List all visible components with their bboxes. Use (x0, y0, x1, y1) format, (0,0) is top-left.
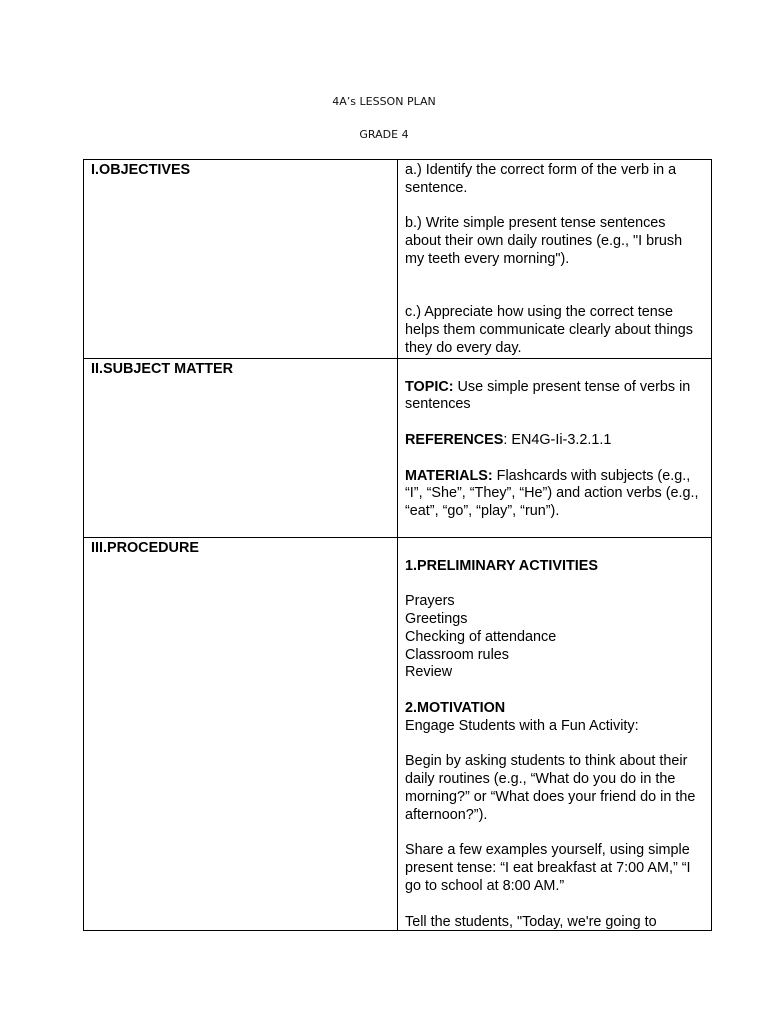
procedure-label: III.PROCEDURE (84, 537, 398, 930)
topic-line (405, 379, 705, 415)
references-label: REFERENCES (405, 431, 504, 448)
motivation-heading: 2.MOTIVATION (405, 699, 506, 716)
references-text: : EN4G-Ii-3.2.1.1 (503, 431, 612, 448)
materials-line (405, 468, 705, 521)
subject-matter-label: II.SUBJECT MATTER (84, 358, 398, 537)
preliminary-heading: 1.PRELIMINARY ACTIVITIES (405, 557, 598, 574)
topic-label: TOPIC: (405, 378, 454, 395)
objective-b: b.) Write simple present tense sentences about their own daily routines (e.g., "I brush my teeth every morning"). (405, 215, 683, 267)
topic-text: Use simple present tense of verbs in sentences (405, 378, 691, 413)
objectives-label: I.OBJECTIVES (84, 160, 398, 359)
preliminary-item: Prayers (405, 593, 455, 610)
objectives-content (398, 160, 712, 359)
motivation-paragraph-1: Begin by asking students to think about their daily routines (e.g., “What do you do in the morning?” or “What does your friend do in the afternoon?”). (405, 753, 696, 823)
grade-label: GRADE 4 (359, 128, 409, 141)
preliminary-item: Greetings (405, 610, 468, 627)
motivation-subheading: Engage Students with a Fun Activity: (405, 717, 639, 734)
materials-text: Flashcards with subjects (e.g., “I”, “She”, “They”, “He”) and action verbs (e.g., “eat”, “go”, “play”, “run”). (405, 467, 699, 520)
objectives-row (84, 160, 712, 359)
objective-c: c.) Appreciate how using the correct tense helps them communicate clearly about things they do every day. (405, 304, 693, 356)
preliminary-item: Review (405, 664, 453, 681)
subject-matter-row (84, 358, 712, 537)
objective-a: a.) Identify the correct form of the verb in a sentence. (405, 162, 677, 196)
procedure-content (398, 537, 712, 930)
motivation-paragraph-3: Tell the students, "Today, we're going to (405, 913, 657, 930)
preliminary-item: Checking of attendance (405, 628, 557, 645)
subject-matter-content (398, 358, 712, 537)
procedure-row (84, 537, 712, 930)
motivation-paragraph-2: Share a few examples yourself, using simple present tense: “I eat breakfast at 7:00 AM,” “I go to school at 8:00 AM.” (405, 842, 691, 894)
preliminary-item: Classroom rules (405, 646, 509, 663)
document-title: 4A’s LESSON PLAN (332, 95, 436, 108)
lesson-plan-table (83, 159, 712, 931)
materials-label: MATERIALS: (405, 467, 493, 484)
references-line (405, 432, 705, 450)
